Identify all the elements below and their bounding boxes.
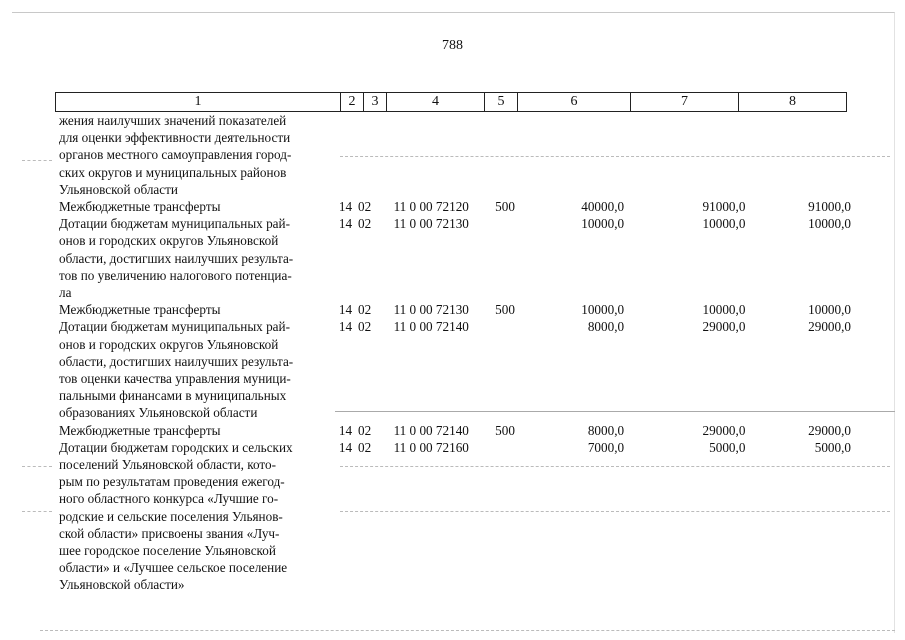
scan-artifact bbox=[22, 160, 52, 161]
amount-col-6: 7000,0 bbox=[587, 439, 625, 455]
page-number: 788 bbox=[442, 38, 463, 53]
amount-col-6: 8000,0 bbox=[587, 422, 625, 438]
section-code: 14 bbox=[338, 199, 353, 215]
description-line: онов и городских округов Ульяновской bbox=[59, 336, 279, 352]
row-description bbox=[55, 439, 333, 594]
subsection-code bbox=[356, 112, 378, 198]
subsection-code: 02 bbox=[358, 216, 372, 232]
table-row bbox=[55, 112, 855, 198]
description-line: пальными финансами в муниципальных bbox=[59, 388, 287, 404]
description-line: Ульяновской области bbox=[59, 181, 178, 197]
description-line: тов по увеличению налогового потенциа- bbox=[59, 267, 292, 283]
description-line: ской области» присвоены звания «Луч- bbox=[59, 525, 280, 541]
description-line: Дотации бюджетам муниципальных рай- bbox=[59, 216, 290, 232]
expense-type: 500 bbox=[495, 199, 515, 215]
amount-col-6: 10000,0 bbox=[581, 302, 625, 318]
target-article: 11 0 00 72120 bbox=[393, 199, 469, 215]
description-line: тов оценки качества управления муници- bbox=[59, 371, 291, 387]
description-line: области, достигших наилучших результа- bbox=[59, 353, 294, 369]
target-article: 11 0 00 72160 bbox=[393, 439, 469, 455]
description-line: Дотации бюджетам муниципальных рай- bbox=[59, 319, 290, 335]
subsection-code: 02 bbox=[358, 439, 372, 455]
table-row bbox=[55, 439, 855, 594]
scan-artifact bbox=[340, 156, 890, 157]
description-line: области» и «Лучшее сельское поселение bbox=[59, 560, 288, 576]
section-code: 14 bbox=[338, 422, 353, 438]
target-article bbox=[378, 112, 496, 198]
amount-col-8 bbox=[749, 112, 855, 198]
amount-col-8: 29000,0 bbox=[808, 319, 851, 335]
amount-col-8: 10000,0 bbox=[808, 302, 851, 318]
subsection-code: 02 bbox=[358, 199, 372, 215]
expense-type: 500 bbox=[495, 422, 515, 438]
row-description bbox=[55, 215, 333, 301]
amount-col-6 bbox=[526, 112, 632, 198]
description-line: Межбюджетные трансферты bbox=[59, 199, 221, 215]
description-line: родские и сельские поселения Ульянов- bbox=[59, 508, 283, 524]
table-row bbox=[55, 301, 855, 318]
row-description bbox=[55, 112, 333, 198]
amount-col-7: 10000,0 bbox=[702, 302, 746, 318]
target-article: 11 0 00 72130 bbox=[393, 216, 469, 232]
header-col-4: 4 bbox=[387, 93, 485, 111]
amount-col-8: 91000,0 bbox=[808, 199, 851, 215]
row-description bbox=[55, 301, 333, 318]
expense-type: 500 bbox=[495, 302, 515, 318]
scan-artifact bbox=[335, 411, 895, 412]
description-line: ного областного конкурса «Лучшие го- bbox=[59, 491, 279, 507]
target-article: 11 0 00 72140 bbox=[393, 319, 469, 335]
scan-artifact bbox=[340, 466, 890, 467]
section-code: 14 bbox=[338, 302, 353, 318]
table-header bbox=[55, 92, 847, 112]
amount-col-8: 29000,0 bbox=[808, 422, 851, 438]
description-line: жения наилучших значений показателей bbox=[59, 113, 287, 128]
section-code: 14 bbox=[338, 439, 353, 455]
table-body bbox=[55, 112, 855, 594]
row-description bbox=[55, 198, 333, 215]
description-line: образованиях Ульяновской области bbox=[59, 405, 258, 421]
description-line: онов и городских округов Ульяновской bbox=[59, 233, 279, 249]
description-line: ла bbox=[59, 285, 72, 301]
amount-col-6: 8000,0 bbox=[587, 319, 625, 335]
amount-col-6: 10000,0 bbox=[581, 216, 625, 232]
scan-artifact bbox=[22, 466, 52, 467]
scan-artifact bbox=[22, 511, 52, 512]
description-line: шее городское поселение Ульяновской bbox=[59, 543, 276, 559]
target-article: 11 0 00 72130 bbox=[393, 302, 469, 318]
description-line: для оценки эффективности деятельности bbox=[59, 130, 291, 146]
row-description bbox=[55, 422, 333, 439]
amount-col-8: 5000,0 bbox=[814, 439, 851, 455]
section-code: 14 bbox=[338, 319, 353, 335]
description-line: рым по результатам проведения ежегод- bbox=[59, 474, 285, 490]
header-col-3: 3 bbox=[364, 93, 387, 111]
scan-artifact bbox=[340, 511, 890, 512]
amount-col-7 bbox=[632, 112, 749, 198]
subsection-code: 02 bbox=[358, 319, 372, 335]
amount-col-7: 29000,0 bbox=[702, 422, 746, 438]
description-line: Дотации бюджетам городских и сельских bbox=[59, 439, 293, 455]
description-line: Межбюджетные трансферты bbox=[59, 422, 221, 438]
table-row bbox=[55, 198, 855, 215]
description-line: области, достигших наилучших результа- bbox=[59, 250, 294, 266]
header-col-5: 5 bbox=[485, 93, 518, 111]
expense-type bbox=[495, 215, 526, 301]
header-col-6: 6 bbox=[518, 93, 631, 111]
header-col-8: 8 bbox=[789, 94, 796, 109]
description-line: Ульяновской области» bbox=[59, 577, 185, 593]
subsection-code: 02 bbox=[358, 422, 372, 438]
header-col-2: 2 bbox=[341, 93, 364, 111]
section-code: 14 bbox=[338, 216, 353, 232]
amount-col-7: 91000,0 bbox=[702, 199, 746, 215]
description-line: ских округов и муниципальных районов bbox=[59, 164, 287, 180]
amount-col-8: 10000,0 bbox=[808, 216, 851, 232]
table-row bbox=[55, 422, 855, 439]
expense-type bbox=[495, 318, 526, 421]
amount-col-7: 10000,0 bbox=[702, 216, 746, 232]
target-article: 11 0 00 72140 bbox=[393, 422, 469, 438]
header-col-1: 1 bbox=[56, 93, 341, 111]
description-line: органов местного самоуправления город- bbox=[59, 147, 292, 163]
subsection-code: 02 bbox=[358, 302, 372, 318]
description-line: поселений Ульяновской области, кото- bbox=[59, 457, 277, 473]
amount-col-7: 5000,0 bbox=[709, 439, 746, 455]
table-row bbox=[55, 318, 855, 421]
table-row bbox=[55, 215, 855, 301]
expense-type bbox=[495, 112, 526, 198]
section-code bbox=[333, 112, 357, 198]
description-line: Межбюджетные трансферты bbox=[59, 302, 221, 318]
header-col-7: 7 bbox=[631, 93, 739, 111]
expense-type bbox=[495, 439, 526, 594]
scan-artifact bbox=[40, 630, 895, 631]
amount-col-6: 40000,0 bbox=[581, 199, 625, 215]
amount-col-7: 29000,0 bbox=[702, 319, 746, 335]
row-description bbox=[55, 318, 333, 421]
